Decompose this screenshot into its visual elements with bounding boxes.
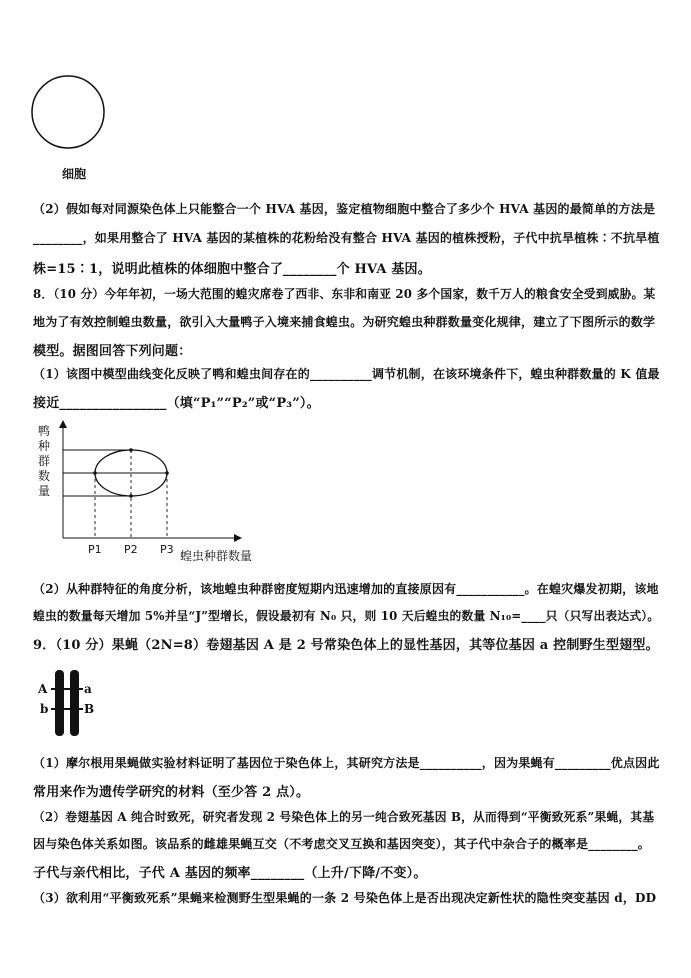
point-left <box>93 471 97 475</box>
q7-part2-line3: 株=15∶1，说明此植株的体细胞中整合了________个 HVA 基因。 <box>33 262 431 277</box>
q8-part1-line2: 接近________________（填“P₁”“P₂”或“P₃”）。 <box>33 396 320 411</box>
point-top <box>129 448 133 452</box>
q9-part2-line3: 子代与亲代相比，子代 A 基因的频率________（上升/下降/不变）。 <box>33 866 427 881</box>
gene-label-b: b <box>40 702 49 716</box>
y-axis-char: 种 <box>38 439 51 453</box>
q9-part1-line1: （1）摩尔根用果蝇做实验材料证明了基因位于染色体上，其研究方法是__________，因为果蝇有_________优点因此 <box>33 756 660 770</box>
x-tick-p1: P1 <box>88 543 102 556</box>
q7-part2-line1: （2）假如每对同源染色体上只能整合一个 HVA 基因，鉴定植物细胞中整合了多少个 HVA 基因的最简单的方法是 <box>33 202 656 216</box>
x-axis-label: 蝗虫种群数量 <box>180 549 253 563</box>
q9-part1-line2: 常用来作为遗传学研究的材料（至少答 2 点）。 <box>33 785 310 800</box>
population-model-graph <box>30 418 270 568</box>
y-axis-char: 量 <box>38 484 51 498</box>
q9-stem: 9．（10 分）果蝇（2N=8）卷翅基因 A 是 2 号常染色体上的显性基因，其等位基因 a 控制野生型翅型。 <box>33 638 659 653</box>
gene-label-B: B <box>84 702 95 716</box>
point-right <box>165 471 169 475</box>
q9-part2-line2: 因与染色体关系如图。该品系的雌雄果蝇互交（不考虑交叉互换和基因突变），其子代中杂合子的概率是________。 <box>33 837 651 851</box>
q8-stem-line1: 8．（10 分）今年年初，一场大范围的蝗灾席卷了西非、东非和南亚 20 多个国家，数千万人的粮食安全受到威胁。某 <box>33 287 656 301</box>
gene-label-a: a <box>84 682 92 696</box>
q8-stem-line3: 模型。据图回答下列问题： <box>33 344 192 359</box>
x-tick-p2: P2 <box>124 543 138 556</box>
y-axis-char: 群 <box>38 454 51 468</box>
chromosome-left <box>55 670 64 736</box>
q9-part3-line1: （3）欲利用“平衡致死系”果蝇来检测野生型果蝇的一条 2 号染色体上是否出现决定新性状的隐性突变基因 d，DD <box>33 891 657 905</box>
gene-band-lower <box>51 708 83 710</box>
y-axis-char: 鸭 <box>38 424 51 438</box>
q9-part2-line1: （2）卷翅基因 A 纯合时致死，研究者发现 2 号染色体上的另一纯合致死基因 B，从而得到“平衡致死系”果蝇，其基 <box>33 810 655 824</box>
q8-part2-line1: （2）从种群特征的角度分析，该地蝗虫种群密度短期内迅速增加的直接原因有___________。在蝗灾爆发初期，该地 <box>33 582 659 596</box>
y-axis-label <box>38 424 52 499</box>
gene-band-upper <box>51 688 83 690</box>
chromosome-right <box>70 670 79 736</box>
x-tick-p3: P3 <box>160 543 174 556</box>
q7-part2-line2: ________，如果用整合了 HVA 基因的某植株的花粉给没有整合 HVA 基因的植株授粉，子代中抗旱植株∶不抗旱植 <box>33 231 660 245</box>
cell-diagram <box>28 74 108 152</box>
gene-label-A: A <box>38 682 48 696</box>
point-bottom <box>129 494 133 498</box>
y-axis-char: 数 <box>38 469 51 483</box>
cell-label: 细胞 <box>62 167 87 181</box>
q8-part2-line2: 蝗虫的数量每天增加 5%并呈“J”型增长，假设最初有 N₀ 只，则 10 天后蝗虫的数量 N₁₀=____只（只写出表达式）。 <box>33 609 660 623</box>
chromosome-diagram <box>36 668 106 740</box>
cell-circle <box>32 76 104 148</box>
q8-stem-line2: 地为了有效控制蝗虫数量，欲引入大量鸭子入境来捕食蝗虫。为研究蝗虫种群数量变化规律，建立了下图所示的数学 <box>33 315 656 329</box>
q8-part1-line1: （1）该图中模型曲线变化反映了鸭和蝗虫间存在的__________调节机制，在该环境条件下，蝗虫种群数量的 K 值最 <box>33 367 660 381</box>
